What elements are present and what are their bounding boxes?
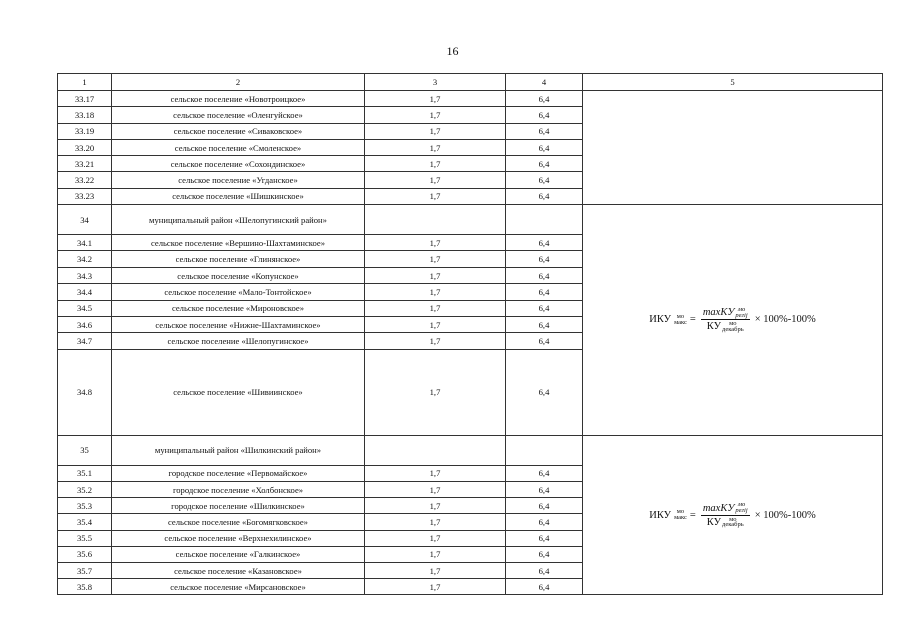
row-number-cell: 34.6 [58, 317, 112, 333]
value-col4-cell: 6,4 [506, 514, 583, 530]
value-col4-cell: 6,4 [506, 235, 583, 251]
settlement-name-cell: сельское поселение «Копунское» [112, 267, 365, 283]
value-col3-cell: 1,7 [365, 107, 506, 123]
row-number-cell: 34.4 [58, 284, 112, 300]
value-col4-cell: 6,4 [506, 123, 583, 139]
value-col4-cell: 6,4 [506, 251, 583, 267]
column-header-1: 1 [58, 74, 112, 91]
column-header-4: 4 [506, 74, 583, 91]
formula-num-sub: регij [735, 506, 748, 514]
empty-cell [365, 435, 506, 465]
row-number-cell: 33.22 [58, 172, 112, 188]
settlement-name-cell: городское поселение «Первомайское» [112, 465, 365, 481]
row-number-cell: 34.2 [58, 251, 112, 267]
value-col3-cell: 1,7 [365, 498, 506, 514]
value-col4-cell: 6,4 [506, 333, 583, 349]
row-number-cell: 34.3 [58, 267, 112, 283]
formula-lhs-indices [674, 509, 687, 521]
value-col4-cell: 6,4 [506, 156, 583, 172]
settlement-name-cell: сельское поселение «Мало-Тонтойское» [112, 284, 365, 300]
row-number-cell: 33.19 [58, 123, 112, 139]
value-col4-cell: 6,4 [506, 284, 583, 300]
value-col3-cell: 1,7 [365, 139, 506, 155]
value-col3-cell: 1,7 [365, 562, 506, 578]
formula-num-main: maxKУ [702, 502, 735, 514]
value-col4-cell: 6,4 [506, 482, 583, 498]
row-number-cell: 33.21 [58, 156, 112, 172]
district-row [58, 435, 883, 465]
value-col3-cell: 1,7 [365, 156, 506, 172]
value-col4-cell: 6,4 [506, 530, 583, 546]
formula-lhs-main: ИКУ [649, 314, 672, 326]
row-number-cell: 35.1 [58, 465, 112, 481]
value-col3-cell: 1,7 [365, 514, 506, 530]
value-col4-cell: 6,4 [506, 562, 583, 578]
district-name-cell: муниципальный район «Шилкинский район» [112, 435, 365, 465]
formula-den-sup: мо [729, 515, 737, 523]
value-col3-cell: 1,7 [365, 284, 506, 300]
formula-den-sub: декабрь [722, 521, 744, 529]
value-col3-cell: 1,7 [365, 251, 506, 267]
value-col3-cell: 1,7 [365, 333, 506, 349]
empty-cell [365, 205, 506, 235]
settlement-name-cell: сельское поселение «Смоленское» [112, 139, 365, 155]
value-col3-cell: 1,7 [365, 300, 506, 316]
formula-num-main: maxKУ [702, 307, 735, 319]
value-col4-cell: 6,4 [506, 465, 583, 481]
formula-num-sup: мо [737, 500, 746, 508]
row-number-cell: 34.1 [58, 235, 112, 251]
settlement-name-cell: городское поселение «Холбонское» [112, 482, 365, 498]
column5-formula-cell [583, 435, 883, 595]
value-col4-cell: 6,4 [506, 91, 583, 107]
settlement-name-cell: сельское поселение «Угданское» [112, 172, 365, 188]
formula-lhs-main: ИКУ [649, 509, 672, 521]
formula-lhs [649, 510, 671, 521]
empty-cell [506, 435, 583, 465]
row-number-cell: 35.8 [58, 579, 112, 595]
column5-empty-cell [583, 91, 883, 205]
row-number-cell: 35.6 [58, 546, 112, 562]
value-col4-cell: 6,4 [506, 317, 583, 333]
settlement-name-cell: сельское поселение «Глинянское» [112, 251, 365, 267]
formula-numerator [701, 502, 750, 516]
settlement-name-cell: сельское поселение «Шишкинское» [112, 188, 365, 204]
row-number-cell: 33.20 [58, 139, 112, 155]
formula-num-sup: мо [737, 305, 746, 313]
row-number-cell: 35.7 [58, 562, 112, 578]
value-col4-cell: 6,4 [506, 107, 583, 123]
formula-lhs-sup: мо [676, 313, 685, 321]
value-col3-cell: 1,7 [365, 172, 506, 188]
column-header-2: 2 [112, 74, 365, 91]
value-col4-cell: 6,4 [506, 546, 583, 562]
settlement-name-cell: сельское поселение «Богомягковское» [112, 514, 365, 530]
formula-den-sup: мо [729, 320, 737, 328]
formula-denominator [705, 320, 746, 333]
value-col3-cell: 1,7 [365, 546, 506, 562]
row-number-cell: 35.2 [58, 482, 112, 498]
formula-lhs-indices [674, 314, 687, 326]
value-col3-cell: 1,7 [365, 188, 506, 204]
row-number-cell: 33.18 [58, 107, 112, 123]
formula-den-sub: декабрь [722, 326, 744, 334]
row-number-cell: 34.8 [58, 349, 112, 435]
formula-lhs-sup: мо [676, 508, 685, 516]
formula-tail: × 100%-100% [754, 509, 816, 521]
formula-fraction [701, 307, 750, 333]
settlement-name-cell: сельское поселение «Казановское» [112, 562, 365, 578]
settlement-name-cell: сельское поселение «Оленгуйское» [112, 107, 365, 123]
value-col3-cell: 1,7 [365, 235, 506, 251]
settlement-name-cell: сельское поселение «Сиваковское» [112, 123, 365, 139]
column-header-5: 5 [583, 74, 883, 91]
tariff-formula [649, 502, 815, 528]
column5-formula-cell [583, 205, 883, 436]
value-col4-cell: 6,4 [506, 172, 583, 188]
value-col3-cell: 1,7 [365, 530, 506, 546]
settlement-name-cell: сельское поселение «Шивиинское» [112, 349, 365, 435]
value-col3-cell: 1,7 [365, 482, 506, 498]
district-number-cell: 34 [58, 205, 112, 235]
settlement-name-cell: сельское поселение «Галкинское» [112, 546, 365, 562]
column-header-3: 3 [365, 74, 506, 91]
value-col4-cell: 6,4 [506, 139, 583, 155]
value-col3-cell: 1,7 [365, 317, 506, 333]
formula-numerator [701, 307, 750, 321]
tariff-table [57, 73, 883, 595]
value-col4-cell: 6,4 [506, 349, 583, 435]
formula-den-main: КУ [706, 321, 722, 333]
formula-lhs-sub: макс [674, 514, 687, 522]
settlement-name-cell: сельское поселение «Нижне-Шахтаминское» [112, 317, 365, 333]
value-col4-cell: 6,4 [506, 188, 583, 204]
district-name-cell: муниципальный район «Шелопугинский район» [112, 205, 365, 235]
formula-equals: = [689, 509, 696, 521]
row-number-cell: 35.3 [58, 498, 112, 514]
row-number-cell: 35.5 [58, 530, 112, 546]
settlement-name-cell: сельское поселение «Сохондинское» [112, 156, 365, 172]
settlement-name-cell: сельское поселение «Верхнехилинское» [112, 530, 365, 546]
formula-equals: = [689, 314, 696, 326]
page-number: 16 [446, 44, 459, 58]
settlement-name-cell: городское поселение «Шилкинское» [112, 498, 365, 514]
value-col3-cell: 1,7 [365, 123, 506, 139]
settlement-name-cell: сельское поселение «Мироновское» [112, 300, 365, 316]
empty-cell [506, 205, 583, 235]
settlement-name-cell: сельское поселение «Вершино-Шахтаминское» [112, 235, 365, 251]
value-col3-cell: 1,7 [365, 349, 506, 435]
tariff-formula [649, 307, 815, 333]
header-row [58, 74, 883, 91]
district-row [58, 205, 883, 235]
value-col4-cell: 6,4 [506, 267, 583, 283]
row-number-cell: 35.4 [58, 514, 112, 530]
district-number-cell: 35 [58, 435, 112, 465]
value-col4-cell: 6,4 [506, 300, 583, 316]
formula-lhs-sub: макс [674, 318, 687, 326]
value-col4-cell: 6,4 [506, 498, 583, 514]
formula-num-sub: регij [735, 311, 748, 319]
value-col4-cell: 6,4 [506, 579, 583, 595]
row-number-cell: 33.23 [58, 188, 112, 204]
value-col3-cell: 1,7 [365, 91, 506, 107]
row-number-cell: 33.17 [58, 91, 112, 107]
row-number-cell: 34.7 [58, 333, 112, 349]
settlement-name-cell: сельское поселение «Мирсановское» [112, 579, 365, 595]
value-col3-cell: 1,7 [365, 579, 506, 595]
formula-den-main: КУ [706, 516, 722, 528]
formula-denominator [705, 516, 746, 529]
value-col3-cell: 1,7 [365, 267, 506, 283]
table-row [58, 91, 883, 107]
row-number-cell: 34.5 [58, 300, 112, 316]
value-col3-cell: 1,7 [365, 465, 506, 481]
formula-lhs [649, 314, 671, 325]
formula-tail: × 100%-100% [754, 314, 816, 326]
formula-fraction [701, 502, 750, 528]
settlement-name-cell: сельское поселение «Новотроицкое» [112, 91, 365, 107]
settlement-name-cell: сельское поселение «Шелопугинское» [112, 333, 365, 349]
